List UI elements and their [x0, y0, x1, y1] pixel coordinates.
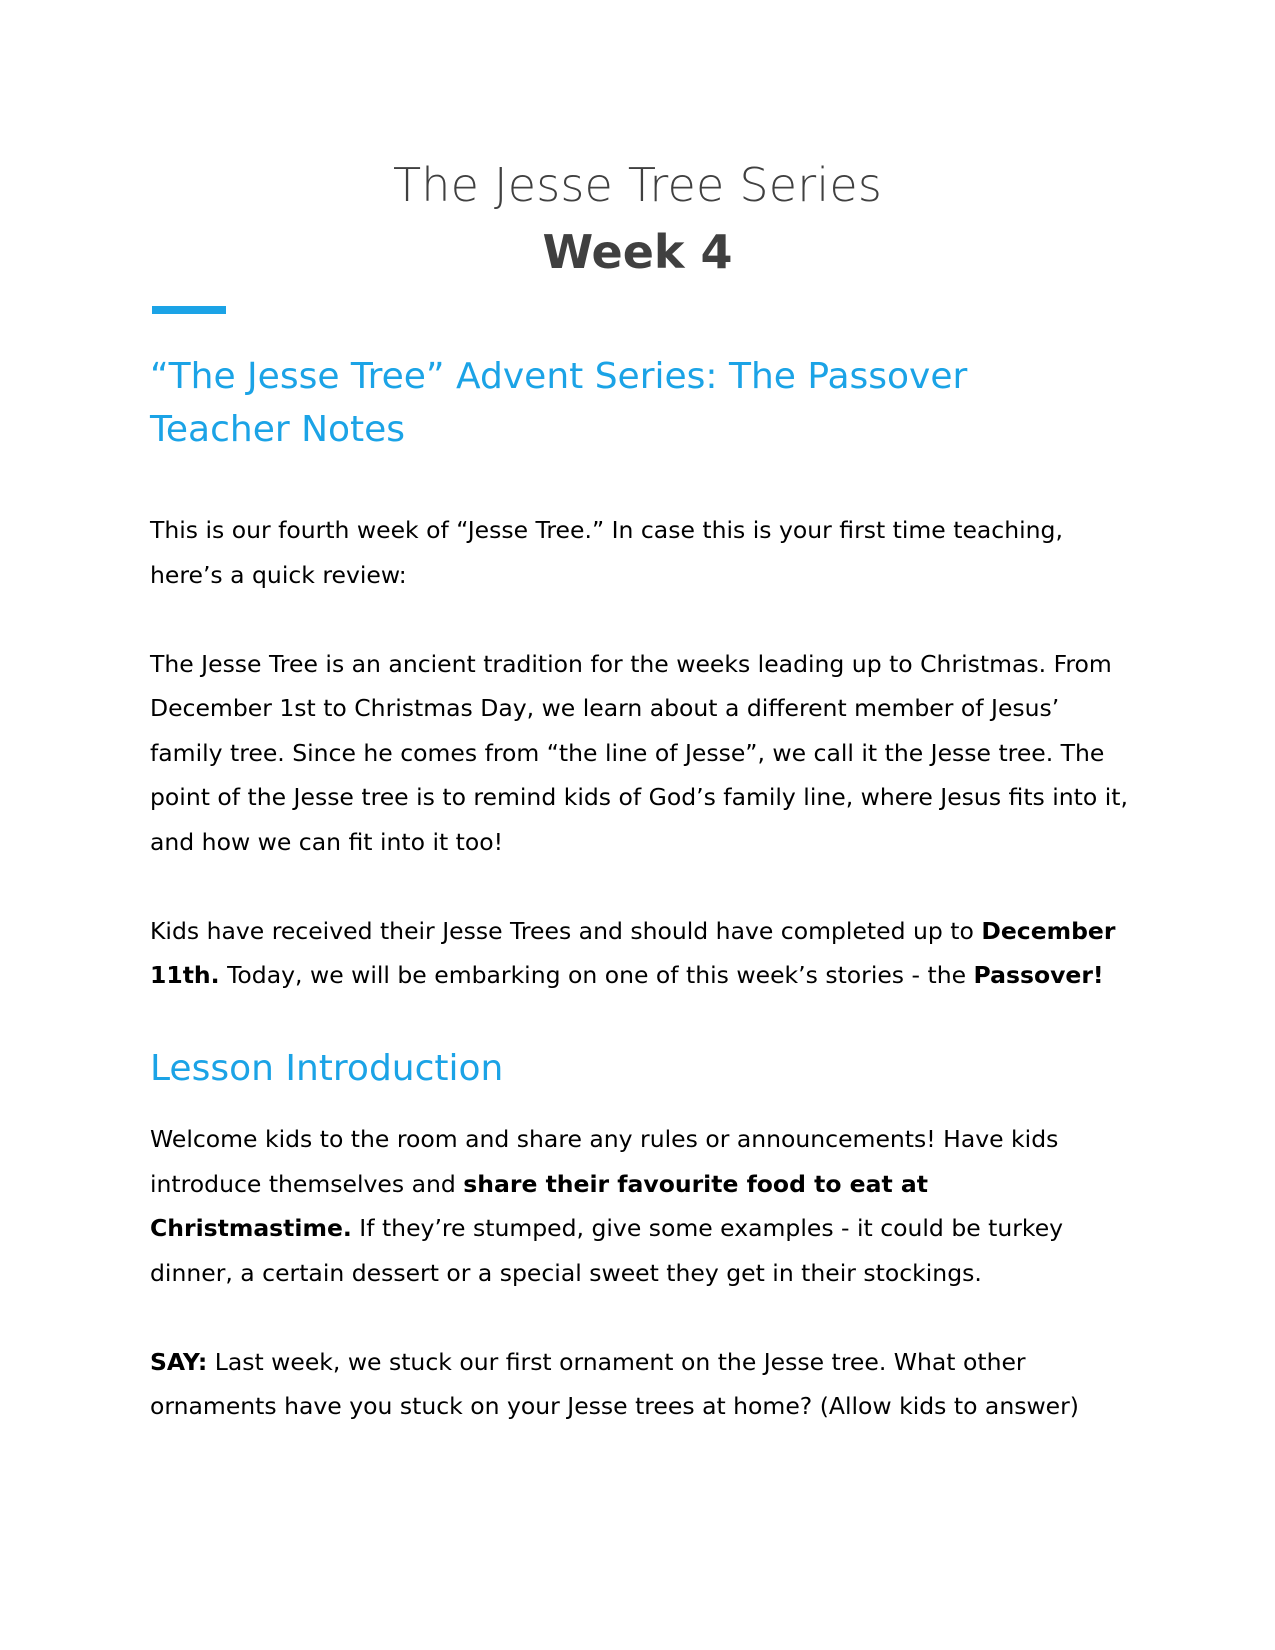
intro-paragraph: This is our fourth week of “Jesse Tree.” In case this is your first time teaching, here’s a quick review: [150, 516, 1063, 589]
heading-line-1: “The Jesse Tree” Advent Series: The Passover [150, 356, 968, 397]
progress-story: Passover! [973, 961, 1104, 989]
say-text: Last week, we stuck our first ornament on the Jesse tree. What other ornaments have you stuck on your Jesse trees at home? (Allow kids to answer) [150, 1347, 1079, 1420]
welcome-prompt: share their favourite food to eat at Christmastime. [150, 1169, 928, 1242]
welcome-text-1: Welcome kids to the room and share any rules or announcements! Have kids introduce themselves and [150, 1125, 1059, 1198]
say-label: SAY: [150, 1347, 208, 1376]
week-subtitle: Week 4 [542, 225, 733, 279]
progress-date: December 11th. [150, 916, 1116, 989]
tradition-paragraph: The Jesse Tree is an ancient tradition for the weeks leading up to Christmas. From December 1st to Christmas Day, we learn about a different member of Jesus’ family tree. Since he comes from “the line of Jesse”, we call it the Jesse tree. The point of the Jesse tree is to remind kids of God’s family line, where Jesus fits into it, and how we can fit into it too! [150, 649, 1128, 856]
section-heading-lesson-introduction: Lesson Introduction [150, 1048, 504, 1089]
title-block [0, 152, 1275, 286]
accent-divider [152, 306, 226, 314]
section-heading-teacher-notes [150, 350, 1135, 456]
document-body [150, 350, 1135, 1429]
welcome-text-2: If they’re stumped, give some examples - it could be turkey dinner, a certain dessert or a special sweet they get in their stockings. [150, 1214, 1064, 1287]
progress-text-1: Kids have received their Jesse Trees and should have completed up to [150, 916, 982, 945]
document-title: The Jesse Tree Series [392, 158, 883, 212]
say-paragraph [150, 1340, 1135, 1429]
progress-paragraph [150, 909, 1135, 998]
welcome-paragraph [150, 1117, 1135, 1295]
heading-line-2: Teacher Notes [150, 409, 406, 450]
progress-text-2: Today, we will be embarking on one of this week’s stories - the [219, 961, 974, 989]
